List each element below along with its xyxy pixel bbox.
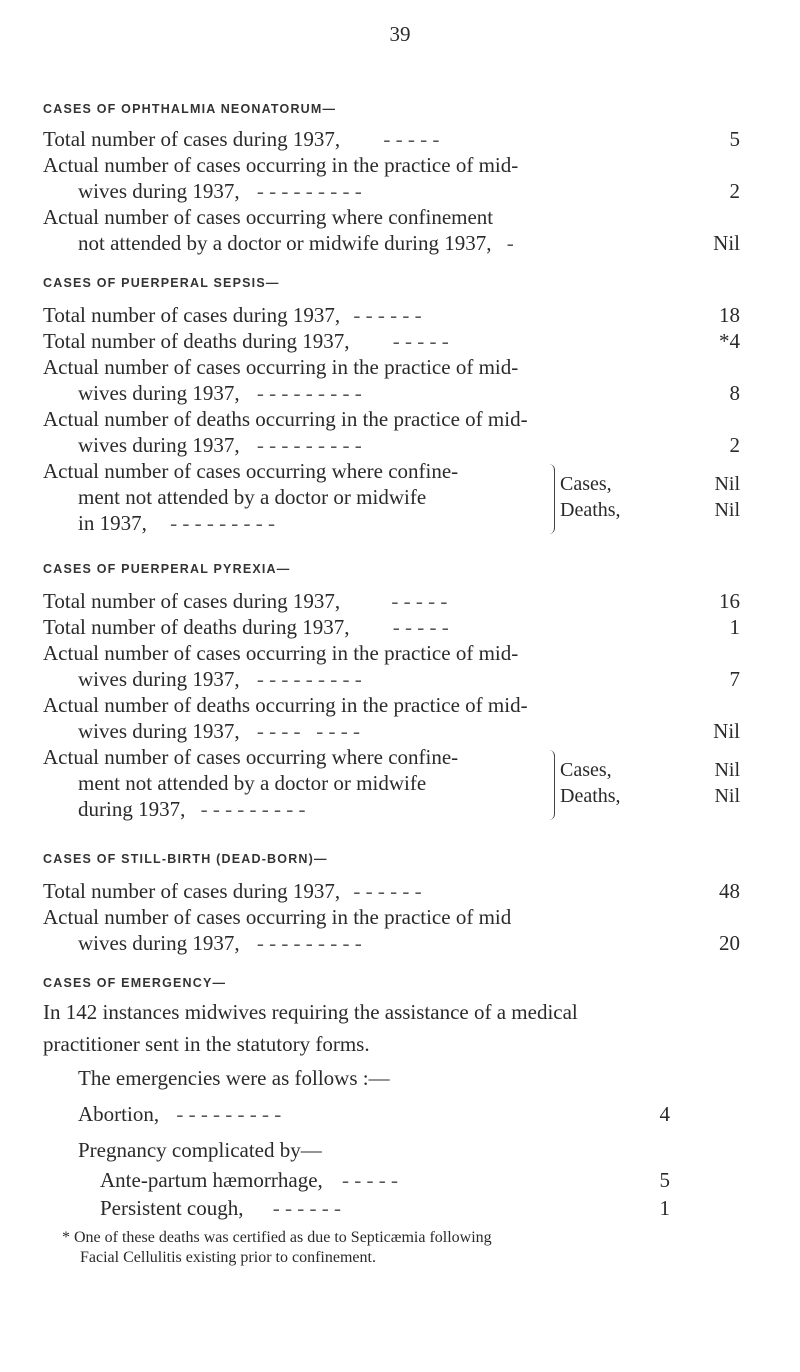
leader-dots: - - - - - - - - - (170, 511, 276, 535)
leader-dots: - - - - - - - - - (256, 381, 362, 405)
row-text: wives during 1937, (78, 667, 240, 691)
leader-dots: - - - - - - - - (256, 719, 361, 743)
row-text: Total number of cases during 1937, (43, 127, 341, 151)
row-text: Ante-partum hæmorrhage, (100, 1168, 323, 1192)
pyrexia-value-midwife-deaths: Nil (713, 719, 740, 743)
row-text: Total number of cases during 1937, (43, 879, 341, 903)
row-text: Total number of cases during 1937, (43, 303, 341, 327)
pyrexia-row-midwife-cases-b (78, 666, 362, 692)
emergency-intro: The emergencies were as follows :— (78, 1066, 390, 1090)
pyrexia-row-total-cases (43, 588, 447, 614)
sepsis-row-unattended-b: ment not attended by a doctor or midwife (78, 485, 427, 509)
emergency-paragraph-b: practitioner sent in the statutory forms. (43, 1032, 370, 1056)
row-text: Total number of deaths during 1937, (43, 615, 350, 639)
pyrexia-value-total-cases: 16 (719, 589, 740, 613)
stillbirth-value-total-cases: 48 (719, 879, 740, 903)
stillbirth-row-midwife-cases-b (78, 930, 362, 956)
sepsis-value-unattended-deaths: Nil (714, 499, 740, 521)
emergency-row-abortion (78, 1098, 281, 1130)
sepsis-value-total-cases: 18 (719, 303, 740, 327)
sepsis-value-total-deaths: *4 (719, 329, 740, 353)
leader-dots: - - - - - - - - - (256, 667, 362, 691)
section-heading-pyrexia: CASES OF PUERPERAL PYREXIA— (43, 562, 291, 576)
sepsis-label-cases: Cases, (560, 473, 612, 495)
leader-dots: - - - - - - - - - (256, 931, 362, 955)
sepsis-row-midwife-deaths-b (78, 432, 362, 458)
row-text: during 1937, (78, 797, 186, 821)
pyrexia-value-midwife-cases: 7 (729, 667, 740, 691)
bracket (546, 750, 555, 820)
row-text: wives during 1937, (78, 179, 240, 203)
pyrexia-value-unattended-cases: Nil (714, 759, 740, 781)
ophthalmia-row-midwife-cases-b (78, 178, 362, 204)
pyrexia-label-cases: Cases, (560, 759, 612, 781)
section-heading-ophthalmia: CASES OF OPHTHALMIA NEONATORUM— (43, 102, 337, 116)
row-text: wives during 1937, (78, 931, 240, 955)
leader-dots: - - - - - - (272, 1196, 341, 1220)
row-text: not attended by a doctor or midwife during 1937, (78, 231, 492, 255)
page-number: 39 (389, 22, 411, 46)
emergency-value-antepartum: 5 (659, 1168, 670, 1192)
pyrexia-row-total-deaths (43, 614, 449, 640)
leader-dots: - - - - - - - - - (256, 179, 362, 203)
section-heading-sepsis: CASES OF PUERPERAL SEPSIS— (43, 276, 280, 290)
sepsis-row-midwife-cases-a: Actual number of cases occurring in the practice of mid- (43, 355, 519, 379)
row-text: wives during 1937, (78, 381, 240, 405)
ophthalmia-value-midwife-cases: 2 (729, 179, 740, 203)
leader-dots: - - - - - (391, 589, 448, 613)
footnote-line-a: * One of these deaths was certified as due to Septicæmia following (62, 1229, 492, 1246)
leader-dots: - - - - - - (353, 879, 422, 903)
pyrexia-value-unattended-deaths: Nil (714, 785, 740, 807)
stillbirth-value-midwife-cases: 20 (719, 931, 740, 955)
section-heading-emergency: CASES OF EMERGENCY— (43, 976, 227, 990)
footnote-line-b: Facial Cellulitis existing prior to confinement. (80, 1249, 376, 1266)
emergency-pregnancy-heading: Pregnancy complicated by— (78, 1138, 322, 1162)
leader-dots: - - - - - (392, 615, 449, 639)
row-text: Persistent cough, (100, 1196, 244, 1220)
pyrexia-row-midwife-deaths-b (78, 718, 360, 744)
pyrexia-row-unattended-c (78, 796, 306, 822)
sepsis-value-midwife-deaths: 2 (729, 433, 740, 457)
bracket (546, 464, 555, 534)
row-text: Total number of cases during 1937, (43, 589, 341, 613)
pyrexia-row-midwife-cases-a: Actual number of cases occurring in the practice of mid- (43, 641, 519, 665)
row-text: wives during 1937, (78, 719, 240, 743)
ophthalmia-value-total-cases: 5 (729, 127, 740, 151)
leader-dots: - - - - - - - - - (176, 1102, 282, 1126)
sepsis-row-total-deaths (43, 328, 449, 354)
emergency-paragraph-a: In 142 instances midwives requiring the assistance of a medical (43, 1000, 578, 1024)
sepsis-value-midwife-cases: 8 (729, 381, 740, 405)
leader-dots: - - - - - - - - - (200, 797, 306, 821)
row-text: Abortion, (78, 1102, 160, 1126)
pyrexia-row-midwife-deaths-a: Actual number of deaths occurring in the practice of mid- (43, 693, 528, 717)
leader-dots: - (506, 231, 514, 255)
leader-dots: - - - - - (383, 127, 440, 151)
sepsis-row-unattended-a: Actual number of cases occurring where confine- (43, 459, 459, 483)
leader-dots: - - - - - (342, 1168, 398, 1192)
sepsis-value-unattended-cases: Nil (714, 473, 740, 495)
sepsis-row-midwife-cases-b (78, 380, 362, 406)
sepsis-label-deaths: Deaths, (560, 499, 621, 521)
ophthalmia-row-unattended-b (78, 230, 514, 256)
pyrexia-value-total-deaths: 1 (729, 615, 740, 639)
stillbirth-row-total-cases (43, 878, 422, 904)
row-text: in 1937, (78, 511, 147, 535)
emergency-value-abortion: 4 (659, 1102, 670, 1126)
stillbirth-row-midwife-cases-a: Actual number of cases occurring in the practice of mid (43, 905, 512, 929)
leader-dots: - - - - - - (353, 303, 422, 327)
leader-dots: - - - - - (392, 329, 449, 353)
row-text: wives during 1937, (78, 433, 240, 457)
sepsis-row-unattended-c (78, 510, 275, 536)
emergency-value-cough: 1 (659, 1196, 670, 1220)
ophthalmia-value-unattended: Nil (713, 231, 740, 255)
ophthalmia-row-total-cases (43, 126, 439, 152)
ophthalmia-row-midwife-cases-a: Actual number of cases occurring in the practice of mid- (43, 153, 519, 177)
pyrexia-label-deaths: Deaths, (560, 785, 621, 807)
section-heading-stillbirth: CASES OF STILL-BIRTH (DEAD-BORN)— (43, 852, 328, 866)
emergency-row-cough (100, 1192, 341, 1224)
ophthalmia-row-unattended-a: Actual number of cases occurring where confinement (43, 205, 494, 229)
pyrexia-row-unattended-a: Actual number of cases occurring where confine- (43, 745, 459, 769)
pyrexia-row-unattended-b: ment not attended by a doctor or midwife (78, 771, 427, 795)
row-text: Total number of deaths during 1937, (43, 329, 350, 353)
sepsis-row-total-cases (43, 302, 422, 328)
leader-dots: - - - - - - - - - (256, 433, 362, 457)
sepsis-row-midwife-deaths-a: Actual number of deaths occurring in the practice of mid- (43, 407, 528, 431)
